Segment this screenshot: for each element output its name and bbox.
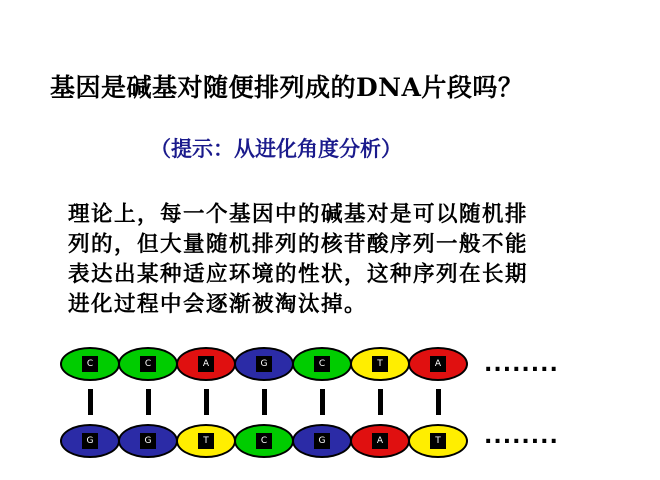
hint-text: （提示：从进化角度分析） <box>150 137 402 161</box>
paragraph-line: 进化过程中会逐渐被淘汰掉。 <box>68 292 368 317</box>
top-strand-base <box>234 347 294 381</box>
bottom-strand-base <box>350 424 410 458</box>
base-letter: T <box>430 433 446 449</box>
base-pair-bond <box>262 389 267 415</box>
top-strand-base <box>118 347 178 381</box>
base-letter: G <box>256 356 272 372</box>
slide-title: 基因是碱基对随便排列成的DNA片段吗？ <box>50 73 524 102</box>
base-pair-bond <box>320 389 325 415</box>
base-letter: C <box>314 356 330 372</box>
base-letter: A <box>198 356 214 372</box>
base-pair-bond <box>88 389 93 415</box>
paragraph-line: 理论上，每一个基因中的碱基对是可以随机排 <box>68 202 529 227</box>
top-strand-continuation: ........ <box>484 352 559 377</box>
base-letter: A <box>372 433 388 449</box>
base-letter: C <box>140 356 156 372</box>
base-letter: T <box>372 356 388 372</box>
bottom-strand-base <box>176 424 236 458</box>
top-strand-base <box>408 347 468 381</box>
bottom-strand-base <box>60 424 120 458</box>
base-letter: A <box>430 356 446 372</box>
bottom-strand-base <box>234 424 294 458</box>
base-letter: G <box>140 433 156 449</box>
top-strand-base <box>292 347 352 381</box>
bottom-strand-base <box>408 424 468 458</box>
paragraph-line: 列的，但大量随机排列的核苷酸序列一般不能 <box>68 232 529 257</box>
base-letter: G <box>314 433 330 449</box>
top-strand-base <box>60 347 120 381</box>
top-strand-base <box>176 347 236 381</box>
base-letter: C <box>82 356 98 372</box>
base-pair-bond <box>436 389 441 415</box>
bottom-strand-continuation: ........ <box>484 424 559 449</box>
top-strand-base <box>350 347 410 381</box>
bottom-strand-base <box>292 424 352 458</box>
base-pair-bond <box>146 389 151 415</box>
base-letter: C <box>256 433 272 449</box>
base-letter: G <box>82 433 98 449</box>
base-pair-bond <box>204 389 209 415</box>
base-letter: T <box>198 433 214 449</box>
paragraph-line: 表达出某种适应环境的性状，这种序列在长期 <box>68 262 529 287</box>
base-pair-bond <box>378 389 383 415</box>
bottom-strand-base <box>118 424 178 458</box>
